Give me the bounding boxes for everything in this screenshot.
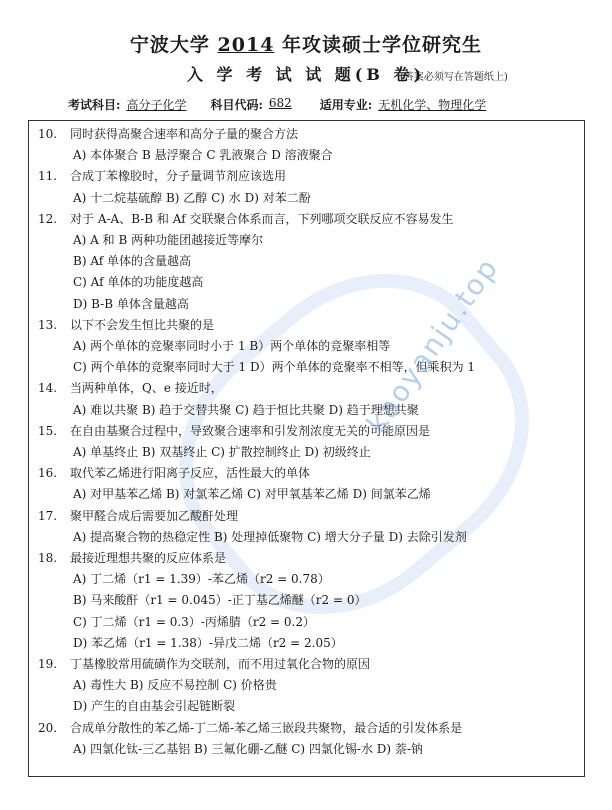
answer-note: (答案必须写在答题纸上) [400,72,508,83]
question-stem [38,654,583,675]
question-option: A) 丁二烯（r1 = 1.39）-苯乙烯（r2 = 0.78） [73,572,330,587]
question-option: A) 毒性大 B) 反应不易控制 C) 价格贵 [73,678,277,693]
question-option: A) 十二烷基硫醇 B) 乙醇 C) 水 D) 对苯二酚 [73,190,311,205]
question-number: 16. [38,466,58,481]
title-suffix: 年攻读硕士学位研究生 [274,34,483,56]
question-option: A) 对甲基苯乙烯 B) 对氯苯乙烯 C) 对甲氧基苯乙烯 D) 间氯苯乙烯 [73,487,431,502]
question-option: A) A 和 B 两种功能团越接近等摩尔 [73,233,264,248]
question-stem [38,506,583,527]
question-stem [38,315,583,336]
question-option: B) Af 单体的含量越高 [73,254,192,269]
question-option: A) 两个单体的竞聚率同时小于 1 B）两个单体的竞聚率相等 [73,339,391,354]
question-text: 聚甲醛合成后需要加乙酸酐处理 [70,508,239,523]
question-text: 以下不会发生恒比共聚的是 [70,317,215,332]
question-stem [38,718,583,739]
question-option: C) 两个单体的竞聚率同时大于 1 D）两个单体的竞聚率不相等，但乘积为 1 [73,360,476,375]
question-option: A) 本体聚合 B 悬浮聚合 C 乳液聚合 D 溶液聚合 [73,148,333,163]
question-stem [38,463,583,484]
question-option: D) 苯乙烯（r1 = 1.38）-异戊二烯（r2 = 2.05） [73,635,343,650]
question-number: 15. [38,423,58,438]
title-year: 2014 [217,34,275,56]
question-number: 11. [38,169,58,184]
question-text: 合成丁苯橡胶时，分子量调节剂应该选用 [70,169,287,184]
code-label: 科目代码: [210,98,263,112]
major-value: 无机化学、物理化学 [378,98,487,112]
major-label: 适用专业: [319,98,373,112]
question-text: 取代苯乙烯进行阳离子反应，活性最大的单体 [70,466,311,481]
question-option: A) 四氯化钛-三乙基铝 B) 三氟化硼-乙醚 C) 四氯化锡-水 D) 萘-钠 [73,741,423,756]
question-stem [38,166,583,187]
question-number: 20. [38,720,58,735]
question-option: A) 提高聚合物的热稳定性 B) 处理掉低聚物 C) 增大分子量 D) 去除引发剂 [73,529,467,544]
question-option: D) B-B 单体含量越高 [73,296,189,311]
question-option: A) 难以共聚 B) 趋于交替共聚 C) 趋于恒比共聚 D) 趋于理想共聚 [73,402,419,417]
question-text: 同时获得高聚合速率和高分子量的聚合方法 [70,127,299,141]
question-number: 14. [38,381,58,396]
question-option: A) 单基终止 B) 双基终止 C) 扩散控制终止 D) 初级终止 [73,445,371,460]
question-number: 18. [38,551,58,566]
question-option: C) Af 单体的功能度越高 [73,275,204,290]
question-stem [38,124,583,145]
question-option: D) 产生的自由基会引起链断裂 [73,699,236,714]
question-option: C) 丁二烯（r1 = 0.3）-丙烯腈（r2 = 0.2） [73,614,316,629]
question-stem [38,378,583,399]
question-text: 对于 A-A、B-B 和 Af 交联聚合体系而言，下列哪项交联反应不容易发生 [70,211,454,226]
question-text: 在自由基聚合过程中，导致聚合速率和引发剂浓度无关的可能原因是 [70,423,431,438]
title-prefix: 宁波大学 [129,34,218,56]
exam-subtitle [0,62,612,85]
question-text: 合成单分散性的苯乙烯-丁二烯-苯乙烯三嵌段共聚物，最合适的引发体系是 [70,720,463,735]
question-number: 10. [38,127,58,141]
question-option: B) 马来酸酐（r1 = 0.045）-正丁基乙烯醚（r2 = 0） [73,593,367,608]
question-text: 最接近理想共聚的反应体系是 [70,551,227,566]
question-list [38,124,583,760]
exam-meta [68,96,588,113]
question-number: 13. [38,317,58,332]
code-value: 682 [268,96,292,110]
question-stem [38,548,583,569]
watermark-text: kaoyanju.top [360,251,506,439]
question-number: 17. [38,508,58,523]
question-number: 12. [38,211,58,226]
subtitle-text: 入 学 考 试 试 题(B 卷) [186,65,426,84]
question-number: 19. [38,657,58,672]
subject-value: 高分子化学 [126,98,187,112]
exam-title [0,30,612,57]
question-stem [38,421,583,442]
question-stem [38,209,583,230]
question-text: 丁基橡胶常用硫磺作为交联剂，而不用过氧化合物的原因 [70,657,371,672]
question-text: 当两种单体，Q、e 接近时， [70,381,223,396]
subject-label: 考试科目: [68,98,121,112]
